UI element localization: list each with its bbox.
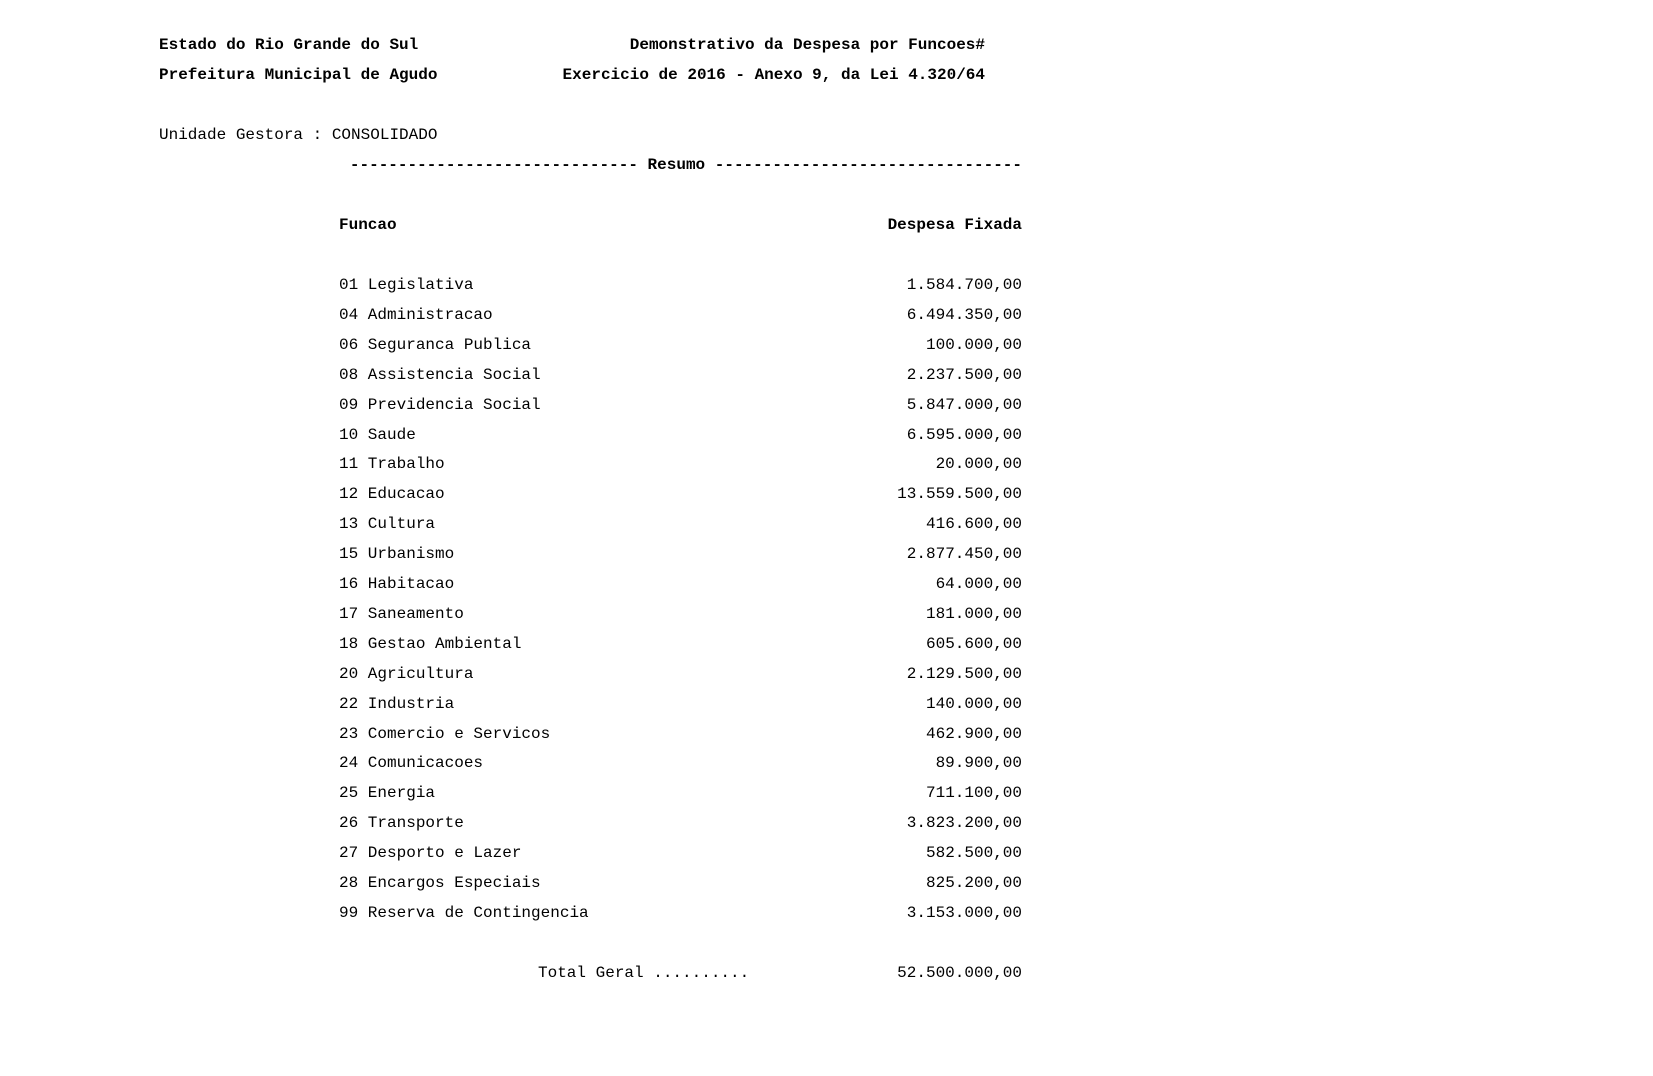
row-expense-value: 89.900,00 — [935, 754, 1022, 772]
managing-unit: Unidade Gestora : CONSOLIDADO — [159, 126, 438, 144]
row-function: 10 Saude — [339, 426, 416, 444]
row-expense-value: 2.129.500,00 — [906, 665, 1022, 683]
report-subtitle: Exercicio de 2016 - Anexo 9, da Lei 4.320/64 — [562, 66, 985, 84]
row-expense-value: 6.494.350,00 — [906, 306, 1022, 324]
total-value: 52.500.000,00 — [897, 964, 1022, 982]
row-function: 24 Comunicacoes — [339, 754, 484, 772]
row-expense-value: 582.500,00 — [925, 844, 1022, 862]
row-function: 01 Legislativa — [339, 276, 474, 294]
row-function: 26 Transporte — [339, 814, 464, 832]
column-header-expense: Despesa Fixada — [887, 216, 1022, 234]
row-expense-value: 6.595.000,00 — [906, 426, 1022, 444]
row-expense-value: 825.200,00 — [925, 874, 1022, 892]
row-expense-value: 20.000,00 — [935, 455, 1022, 473]
row-expense-value: 3.153.000,00 — [906, 904, 1022, 922]
row-function: 04 Administracao — [339, 306, 493, 324]
report-title: Demonstrativo da Despesa por Funcoes# — [629, 36, 985, 54]
row-function: 09 Previdencia Social — [339, 396, 541, 414]
row-expense-value: 605.600,00 — [925, 635, 1022, 653]
row-function: 99 Reserva de Contingencia — [339, 904, 589, 922]
row-expense-value: 1.584.700,00 — [906, 276, 1022, 294]
row-function: 13 Cultura — [339, 515, 436, 533]
row-function: 06 Seguranca Publica — [339, 336, 532, 354]
row-function: 11 Trabalho — [339, 455, 445, 473]
state-name: Estado do Rio Grande do Sul — [159, 36, 419, 54]
row-expense-value: 3.823.200,00 — [906, 814, 1022, 832]
row-expense-value: 462.900,00 — [925, 725, 1022, 743]
summary-section-title: ------------------------------ Resumo -------------------------------- — [349, 156, 1022, 174]
row-expense-value: 140.000,00 — [925, 695, 1022, 713]
row-expense-value: 2.237.500,00 — [906, 366, 1022, 384]
row-function: 25 Energia — [339, 784, 436, 802]
row-expense-value: 416.600,00 — [925, 515, 1022, 533]
total-label: Total Geral .......... — [538, 964, 750, 982]
row-function: 12 Educacao — [339, 485, 445, 503]
row-function: 27 Desporto e Lazer — [339, 844, 522, 862]
row-expense-value: 181.000,00 — [925, 605, 1022, 623]
row-expense-value: 5.847.000,00 — [906, 396, 1022, 414]
row-function: 22 Industria — [339, 695, 455, 713]
row-expense-value: 711.100,00 — [925, 784, 1022, 802]
prefecture-name: Prefeitura Municipal de Agudo — [159, 66, 438, 84]
row-expense-value: 64.000,00 — [935, 575, 1022, 593]
row-expense-value: 13.559.500,00 — [897, 485, 1022, 503]
row-function: 28 Encargos Especiais — [339, 874, 541, 892]
row-function: 18 Gestao Ambiental — [339, 635, 522, 653]
row-function: 23 Comercio e Servicos — [339, 725, 551, 743]
row-function: 17 Saneamento — [339, 605, 464, 623]
column-header-function: Funcao — [339, 216, 397, 234]
row-function: 08 Assistencia Social — [339, 366, 541, 384]
row-function: 16 Habitacao — [339, 575, 455, 593]
row-function: 20 Agricultura — [339, 665, 474, 683]
row-function: 15 Urbanismo — [339, 545, 455, 563]
row-expense-value: 100.000,00 — [925, 336, 1022, 354]
row-expense-value: 2.877.450,00 — [906, 545, 1022, 563]
